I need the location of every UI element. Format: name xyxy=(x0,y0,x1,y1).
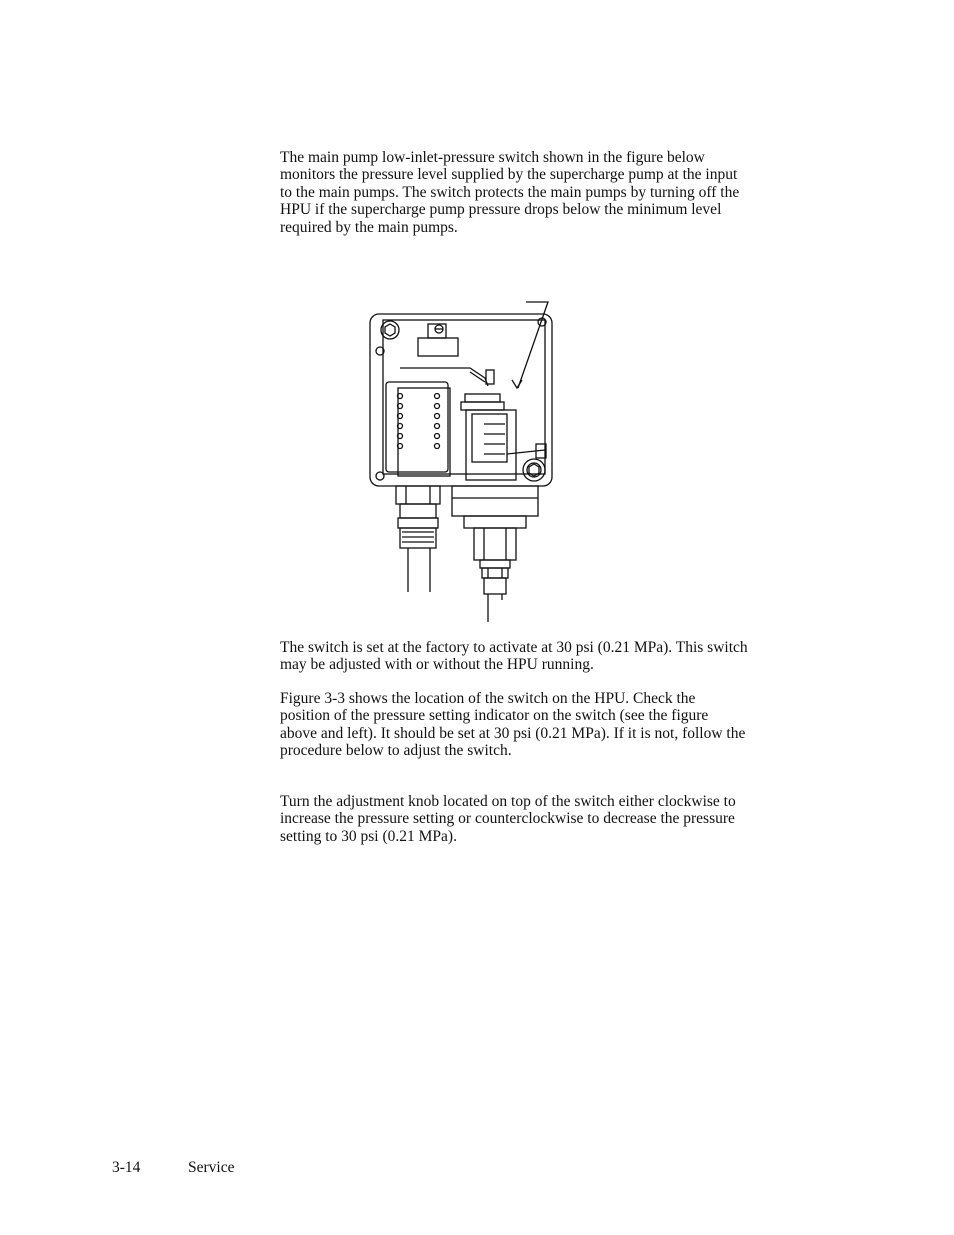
text-line: setting to 30 psi (0.21 MPa). xyxy=(280,827,457,845)
screw-top-left xyxy=(381,321,399,339)
adjustment-knob xyxy=(418,324,458,356)
screw-hole xyxy=(376,472,384,480)
switch-housing-inner xyxy=(383,320,545,474)
pressure-setting-indicator xyxy=(461,394,546,480)
text-line: may be adjusted with or without the HPU running. xyxy=(280,656,594,674)
text-line: increase the pressure setting or counterclockwise to decrease the pressure xyxy=(280,810,735,828)
section-name: Service xyxy=(188,1159,235,1176)
terminal-block xyxy=(386,382,450,476)
paragraph-adjust-procedure xyxy=(280,793,820,845)
switch-lever xyxy=(400,368,488,386)
switch-housing-outer xyxy=(370,314,552,486)
callout-leader xyxy=(518,302,548,388)
text-line: Figure 3-3 shows the location of the switch on the HPU. Check the xyxy=(280,690,696,707)
text-line: The switch is set at the factory to activate at 30 psi (0.21 MPa). This switch xyxy=(280,639,748,656)
pressure-port xyxy=(452,486,538,594)
text-line: position of the pressure setting indicator on the switch (see the figure xyxy=(280,707,709,725)
paragraph-factory-setting xyxy=(280,639,820,674)
paragraph-check-setting xyxy=(280,690,820,760)
screw-bottom-right xyxy=(523,459,545,481)
callout-arrowhead xyxy=(512,380,522,388)
text-line: above and left). It should be set at 30 psi (0.21 MPa). If it is not, follow the xyxy=(280,724,746,742)
text-line: procedure below to adjust the switch. xyxy=(280,742,512,760)
page-number: 3-14 xyxy=(112,1159,141,1176)
electrical-cable xyxy=(408,548,430,592)
text-line: monitors the pressure level supplied by the supercharge pump at the input xyxy=(280,166,738,184)
text-line: Turn the adjustment knob located on top of the switch either clockwise to xyxy=(280,793,736,810)
lever-tip xyxy=(486,370,494,384)
cable-gland xyxy=(396,486,440,548)
text-line: The main pump low-inlet-pressure switch shown in the figure below xyxy=(280,149,705,166)
paragraph-switch-description xyxy=(280,149,820,236)
pressure-line xyxy=(488,594,502,622)
text-line: required by the main pumps. xyxy=(280,218,458,236)
text-line: HPU if the supercharge pump pressure drops below the minimum level xyxy=(280,201,722,219)
text-line: to the main pumps. The switch protects the main pumps by turning off the xyxy=(280,183,740,201)
pressure-switch-figure xyxy=(360,290,560,626)
